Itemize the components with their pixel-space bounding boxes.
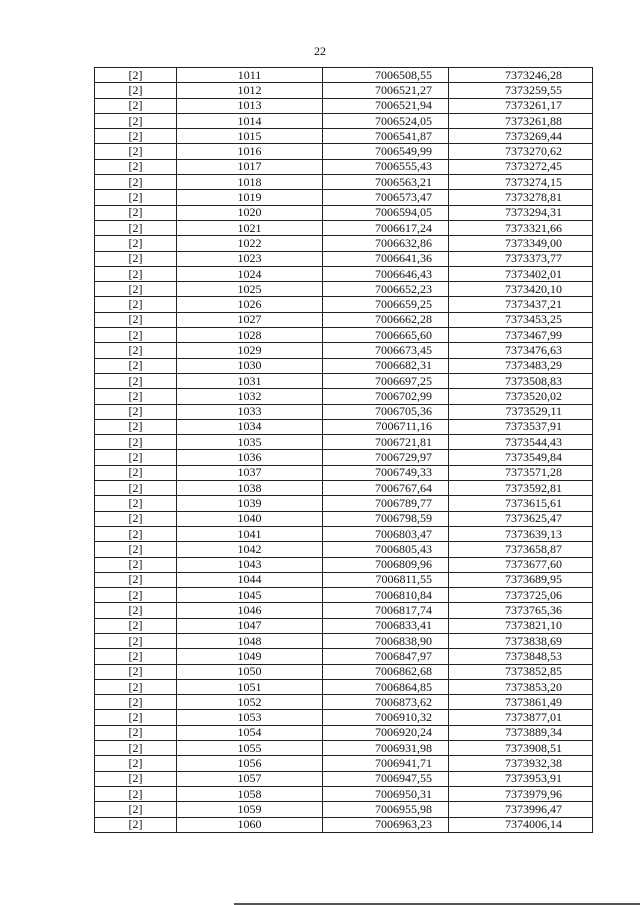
point-number-cell: 1022: [177, 236, 323, 251]
point-number-cell: 1024: [177, 266, 323, 281]
x-coordinate-cell: 7006697,25: [323, 373, 449, 388]
point-number-cell: 1040: [177, 511, 323, 526]
x-coordinate-cell: 7006662,28: [323, 312, 449, 327]
x-coordinate-cell: 7006573,47: [323, 190, 449, 205]
y-coordinate-cell: 7373373,77: [449, 251, 593, 266]
point-number-cell: 1060: [177, 817, 323, 832]
y-coordinate-cell: 7373483,29: [449, 358, 593, 373]
ref-cell: [2]: [95, 465, 177, 480]
table-row: [95, 557, 593, 572]
point-number-cell: 1020: [177, 205, 323, 220]
x-coordinate-cell: 7006521,94: [323, 98, 449, 113]
x-coordinate-cell: 7006721,81: [323, 435, 449, 450]
x-coordinate-cell: 7006803,47: [323, 526, 449, 541]
x-coordinate-cell: 7006521,27: [323, 83, 449, 98]
y-coordinate-cell: 7373979,96: [449, 786, 593, 801]
x-coordinate-cell: 7006702,99: [323, 389, 449, 404]
x-coordinate-cell: 7006864,85: [323, 679, 449, 694]
point-number-cell: 1033: [177, 404, 323, 419]
x-coordinate-cell: 7006682,31: [323, 358, 449, 373]
ref-cell: [2]: [95, 603, 177, 618]
point-number-cell: 1045: [177, 588, 323, 603]
ref-cell: [2]: [95, 68, 177, 83]
x-coordinate-cell: 7006646,43: [323, 266, 449, 281]
x-coordinate-cell: 7006673,45: [323, 343, 449, 358]
point-number-cell: 1039: [177, 496, 323, 511]
table-row: [95, 725, 593, 740]
ref-cell: [2]: [95, 83, 177, 98]
ref-cell: [2]: [95, 710, 177, 725]
table-row: [95, 633, 593, 648]
ref-cell: [2]: [95, 649, 177, 664]
table-row: [95, 481, 593, 496]
x-coordinate-cell: 7006950,31: [323, 786, 449, 801]
x-coordinate-cell: 7006955,98: [323, 802, 449, 817]
ref-cell: [2]: [95, 511, 177, 526]
table-row: [95, 404, 593, 419]
table-row: [95, 389, 593, 404]
y-coordinate-cell: 7373821,10: [449, 618, 593, 633]
x-coordinate-cell: 7006541,87: [323, 129, 449, 144]
ref-cell: [2]: [95, 802, 177, 817]
y-coordinate-cell: 7373274,15: [449, 175, 593, 190]
table-row: [95, 113, 593, 128]
point-number-cell: 1041: [177, 526, 323, 541]
point-number-cell: 1023: [177, 251, 323, 266]
x-coordinate-cell: 7006641,36: [323, 251, 449, 266]
x-coordinate-cell: 7006833,41: [323, 618, 449, 633]
point-number-cell: 1042: [177, 542, 323, 557]
table-row: [95, 450, 593, 465]
x-coordinate-cell: 7006659,25: [323, 297, 449, 312]
y-coordinate-cell: 7373437,21: [449, 297, 593, 312]
table-row: [95, 343, 593, 358]
ref-cell: [2]: [95, 817, 177, 832]
table-row: [95, 603, 593, 618]
y-coordinate-cell: 7373725,06: [449, 588, 593, 603]
ref-cell: [2]: [95, 190, 177, 205]
ref-cell: [2]: [95, 588, 177, 603]
table-row: [95, 679, 593, 694]
ref-cell: [2]: [95, 251, 177, 266]
y-coordinate-cell: 7373908,51: [449, 741, 593, 756]
table-row: [95, 817, 593, 832]
x-coordinate-cell: 7006563,21: [323, 175, 449, 190]
point-number-cell: 1026: [177, 297, 323, 312]
y-coordinate-cell: 7373658,87: [449, 542, 593, 557]
ref-cell: [2]: [95, 312, 177, 327]
table-row: [95, 465, 593, 480]
x-coordinate-cell: 7006847,97: [323, 649, 449, 664]
ref-cell: [2]: [95, 343, 177, 358]
point-number-cell: 1044: [177, 572, 323, 587]
table-row: [95, 664, 593, 679]
y-coordinate-cell: 7373615,61: [449, 496, 593, 511]
y-coordinate-cell: 7373420,10: [449, 282, 593, 297]
x-coordinate-cell: 7006508,55: [323, 68, 449, 83]
y-coordinate-cell: 7373272,45: [449, 159, 593, 174]
ref-cell: [2]: [95, 419, 177, 434]
point-number-cell: 1012: [177, 83, 323, 98]
table-row: [95, 802, 593, 817]
y-coordinate-cell: 7373932,38: [449, 756, 593, 771]
ref-cell: [2]: [95, 389, 177, 404]
x-coordinate-cell: 7006810,84: [323, 588, 449, 603]
x-coordinate-cell: 7006729,97: [323, 450, 449, 465]
y-coordinate-cell: 7373270,62: [449, 144, 593, 159]
ref-cell: [2]: [95, 129, 177, 144]
table-row: [95, 190, 593, 205]
ref-cell: [2]: [95, 159, 177, 174]
x-coordinate-cell: 7006873,62: [323, 695, 449, 710]
table-row: [95, 159, 593, 174]
x-coordinate-cell: 7006817,74: [323, 603, 449, 618]
ref-cell: [2]: [95, 557, 177, 572]
y-coordinate-cell: 7373453,25: [449, 312, 593, 327]
y-coordinate-cell: 7373889,34: [449, 725, 593, 740]
ref-cell: [2]: [95, 786, 177, 801]
point-number-cell: 1014: [177, 113, 323, 128]
point-number-cell: 1027: [177, 312, 323, 327]
x-coordinate-cell: 7006920,24: [323, 725, 449, 740]
table-row: [95, 129, 593, 144]
table-row: [95, 618, 593, 633]
x-coordinate-cell: 7006711,16: [323, 419, 449, 434]
ref-cell: [2]: [95, 266, 177, 281]
y-coordinate-cell: 7374006,14: [449, 817, 593, 832]
point-number-cell: 1016: [177, 144, 323, 159]
y-coordinate-cell: 7373571,28: [449, 465, 593, 480]
y-coordinate-cell: 7373259,55: [449, 83, 593, 98]
ref-cell: [2]: [95, 282, 177, 297]
table-row: [95, 266, 593, 281]
point-number-cell: 1018: [177, 175, 323, 190]
point-number-cell: 1049: [177, 649, 323, 664]
ref-cell: [2]: [95, 618, 177, 633]
table-row: [95, 526, 593, 541]
table-row: [95, 297, 593, 312]
point-number-cell: 1048: [177, 633, 323, 648]
ref-cell: [2]: [95, 358, 177, 373]
x-coordinate-cell: 7006947,55: [323, 771, 449, 786]
point-number-cell: 1031: [177, 373, 323, 388]
y-coordinate-cell: 7373592,81: [449, 481, 593, 496]
x-coordinate-cell: 7006705,36: [323, 404, 449, 419]
table-row: [95, 588, 593, 603]
table-row: [95, 205, 593, 220]
y-coordinate-cell: 7373349,00: [449, 236, 593, 251]
y-coordinate-cell: 7373269,44: [449, 129, 593, 144]
point-number-cell: 1036: [177, 450, 323, 465]
table-row: [95, 175, 593, 190]
point-number-cell: 1017: [177, 159, 323, 174]
y-coordinate-cell: 7373544,43: [449, 435, 593, 450]
table-row: [95, 236, 593, 251]
point-number-cell: 1032: [177, 389, 323, 404]
point-number-cell: 1054: [177, 725, 323, 740]
x-coordinate-cell: 7006524,05: [323, 113, 449, 128]
x-coordinate-cell: 7006798,59: [323, 511, 449, 526]
y-coordinate-cell: 7373677,60: [449, 557, 593, 572]
ref-cell: [2]: [95, 236, 177, 251]
table-row: [95, 328, 593, 343]
ref-cell: [2]: [95, 664, 177, 679]
x-coordinate-cell: 7006617,24: [323, 220, 449, 235]
y-coordinate-cell: 7373853,20: [449, 679, 593, 694]
ref-cell: [2]: [95, 450, 177, 465]
y-coordinate-cell: 7373294,31: [449, 205, 593, 220]
point-number-cell: 1025: [177, 282, 323, 297]
table-row: [95, 756, 593, 771]
table-row: [95, 511, 593, 526]
y-coordinate-cell: 7373261,17: [449, 98, 593, 113]
table-row: [95, 312, 593, 327]
table-row: [95, 419, 593, 434]
y-coordinate-cell: 7373639,13: [449, 526, 593, 541]
point-number-cell: 1011: [177, 68, 323, 83]
x-coordinate-cell: 7006594,05: [323, 205, 449, 220]
table-row: [95, 68, 593, 83]
y-coordinate-cell: 7373861,49: [449, 695, 593, 710]
y-coordinate-cell: 7373838,69: [449, 633, 593, 648]
point-number-cell: 1046: [177, 603, 323, 618]
point-number-cell: 1029: [177, 343, 323, 358]
point-number-cell: 1013: [177, 98, 323, 113]
point-number-cell: 1043: [177, 557, 323, 572]
y-coordinate-cell: 7373520,02: [449, 389, 593, 404]
y-coordinate-cell: 7373765,36: [449, 603, 593, 618]
x-coordinate-cell: 7006555,43: [323, 159, 449, 174]
table-row: [95, 220, 593, 235]
ref-cell: [2]: [95, 98, 177, 113]
table-row: [95, 251, 593, 266]
ref-cell: [2]: [95, 481, 177, 496]
y-coordinate-cell: 7373852,85: [449, 664, 593, 679]
point-number-cell: 1059: [177, 802, 323, 817]
y-coordinate-cell: 7373953,91: [449, 771, 593, 786]
table-row: [95, 98, 593, 113]
x-coordinate-cell: 7006652,23: [323, 282, 449, 297]
table-row: [95, 786, 593, 801]
ref-cell: [2]: [95, 328, 177, 343]
x-coordinate-cell: 7006941,71: [323, 756, 449, 771]
y-coordinate-cell: 7373476,63: [449, 343, 593, 358]
x-coordinate-cell: 7006749,33: [323, 465, 449, 480]
point-number-cell: 1058: [177, 786, 323, 801]
y-coordinate-cell: 7373689,95: [449, 572, 593, 587]
ref-cell: [2]: [95, 526, 177, 541]
point-number-cell: 1057: [177, 771, 323, 786]
y-coordinate-cell: 7373877,01: [449, 710, 593, 725]
x-coordinate-cell: 7006549,99: [323, 144, 449, 159]
ref-cell: [2]: [95, 205, 177, 220]
y-coordinate-cell: 7373261,88: [449, 113, 593, 128]
table-row: [95, 542, 593, 557]
ref-cell: [2]: [95, 542, 177, 557]
point-number-cell: 1056: [177, 756, 323, 771]
x-coordinate-cell: 7006632,86: [323, 236, 449, 251]
x-coordinate-cell: 7006910,32: [323, 710, 449, 725]
y-coordinate-cell: 7373278,81: [449, 190, 593, 205]
ref-cell: [2]: [95, 756, 177, 771]
ref-cell: [2]: [95, 220, 177, 235]
y-coordinate-cell: 7373508,83: [449, 373, 593, 388]
point-number-cell: 1034: [177, 419, 323, 434]
ref-cell: [2]: [95, 435, 177, 450]
point-number-cell: 1038: [177, 481, 323, 496]
point-number-cell: 1028: [177, 328, 323, 343]
ref-cell: [2]: [95, 175, 177, 190]
x-coordinate-cell: 7006805,43: [323, 542, 449, 557]
x-coordinate-cell: 7006963,23: [323, 817, 449, 832]
table-row: [95, 710, 593, 725]
ref-cell: [2]: [95, 679, 177, 694]
point-number-cell: 1055: [177, 741, 323, 756]
point-number-cell: 1051: [177, 679, 323, 694]
table-row: [95, 144, 593, 159]
x-coordinate-cell: 7006811,55: [323, 572, 449, 587]
coordinates-table: [94, 67, 593, 833]
ref-cell: [2]: [95, 725, 177, 740]
ref-cell: [2]: [95, 496, 177, 511]
x-coordinate-cell: 7006838,90: [323, 633, 449, 648]
point-number-cell: 1037: [177, 465, 323, 480]
y-coordinate-cell: 7373402,01: [449, 266, 593, 281]
y-coordinate-cell: 7373625,47: [449, 511, 593, 526]
x-coordinate-cell: 7006862,68: [323, 664, 449, 679]
ref-cell: [2]: [95, 572, 177, 587]
ref-cell: [2]: [95, 144, 177, 159]
x-coordinate-cell: 7006931,98: [323, 741, 449, 756]
ref-cell: [2]: [95, 113, 177, 128]
ref-cell: [2]: [95, 695, 177, 710]
table-row: [95, 572, 593, 587]
x-coordinate-cell: 7006665,60: [323, 328, 449, 343]
ref-cell: [2]: [95, 404, 177, 419]
page-number: 22: [314, 44, 326, 58]
table-row: [95, 435, 593, 450]
y-coordinate-cell: 7373321,66: [449, 220, 593, 235]
x-coordinate-cell: 7006767,64: [323, 481, 449, 496]
table-row: [95, 373, 593, 388]
ref-cell: [2]: [95, 741, 177, 756]
point-number-cell: 1015: [177, 129, 323, 144]
y-coordinate-cell: 7373529,11: [449, 404, 593, 419]
coordinates-table-body: [95, 68, 593, 833]
table-row: [95, 649, 593, 664]
point-number-cell: 1021: [177, 220, 323, 235]
ref-cell: [2]: [95, 373, 177, 388]
y-coordinate-cell: 7373246,28: [449, 68, 593, 83]
point-number-cell: 1050: [177, 664, 323, 679]
y-coordinate-cell: 7373467,99: [449, 328, 593, 343]
point-number-cell: 1019: [177, 190, 323, 205]
table-row: [95, 358, 593, 373]
table-row: [95, 282, 593, 297]
y-coordinate-cell: 7373848,53: [449, 649, 593, 664]
table-row: [95, 771, 593, 786]
x-coordinate-cell: 7006809,96: [323, 557, 449, 572]
table-row: [95, 741, 593, 756]
table-row: [95, 83, 593, 98]
x-coordinate-cell: 7006789,77: [323, 496, 449, 511]
y-coordinate-cell: 7373537,91: [449, 419, 593, 434]
y-coordinate-cell: 7373996,47: [449, 802, 593, 817]
point-number-cell: 1035: [177, 435, 323, 450]
table-row: [95, 496, 593, 511]
point-number-cell: 1030: [177, 358, 323, 373]
y-coordinate-cell: 7373549,84: [449, 450, 593, 465]
table-row: [95, 695, 593, 710]
point-number-cell: 1053: [177, 710, 323, 725]
ref-cell: [2]: [95, 297, 177, 312]
ref-cell: [2]: [95, 771, 177, 786]
ref-cell: [2]: [95, 633, 177, 648]
point-number-cell: 1047: [177, 618, 323, 633]
point-number-cell: 1052: [177, 695, 323, 710]
